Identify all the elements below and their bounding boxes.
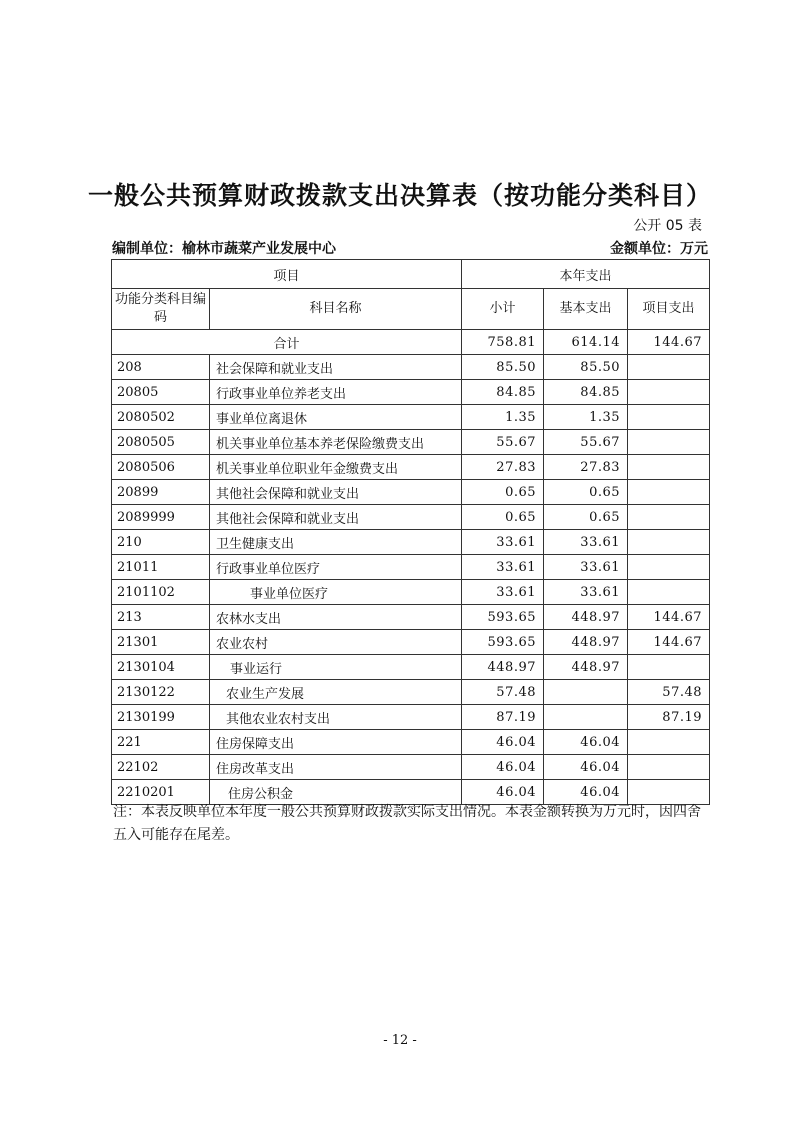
row-subtotal: 46.04 <box>462 780 544 805</box>
row-name: 机关事业单位基本养老保险缴费支出 <box>210 430 462 455</box>
row-basic: 55.67 <box>544 430 628 455</box>
row-name: 社会保障和就业支出 <box>210 355 462 380</box>
row-code: 2130104 <box>112 655 210 680</box>
row-code: 2080505 <box>112 430 210 455</box>
row-code: 2101102 <box>112 580 210 605</box>
row-code: 213 <box>112 605 210 630</box>
row-subtotal: 1.35 <box>462 405 544 430</box>
total-project: 144.67 <box>628 330 710 355</box>
row-name: 其他社会保障和就业支出 <box>210 480 462 505</box>
row-project <box>628 380 710 405</box>
expenditure-table <box>111 259 710 805</box>
page-number: - 12 - <box>383 1033 417 1048</box>
row-project <box>628 530 710 555</box>
table-row <box>112 405 710 430</box>
header-row-1 <box>112 260 710 289</box>
col-name-header: 科目名称 <box>210 289 462 330</box>
row-code: 2130122 <box>112 680 210 705</box>
col-project-header: 项目支出 <box>628 289 710 330</box>
row-name: 农业生产发展 <box>210 680 462 705</box>
row-project: 144.67 <box>628 630 710 655</box>
row-name: 事业运行 <box>210 655 462 680</box>
row-name: 事业单位离退休 <box>210 405 462 430</box>
row-basic: 33.61 <box>544 580 628 605</box>
row-basic: 85.50 <box>544 355 628 380</box>
row-basic: 1.35 <box>544 405 628 430</box>
row-subtotal: 33.61 <box>462 580 544 605</box>
row-project <box>628 430 710 455</box>
row-code: 2080502 <box>112 405 210 430</box>
row-project <box>628 505 710 530</box>
row-code: 22102 <box>112 755 210 780</box>
row-project <box>628 405 710 430</box>
table-row <box>112 430 710 455</box>
row-basic: 448.97 <box>544 605 628 630</box>
table-row <box>112 680 710 705</box>
row-basic: 33.61 <box>544 530 628 555</box>
amount-unit: 金额单位：万元 <box>610 241 708 257</box>
row-name: 其他社会保障和就业支出 <box>210 505 462 530</box>
header-item: 项目 <box>112 260 462 289</box>
row-basic: 448.97 <box>544 630 628 655</box>
table-row <box>112 705 710 730</box>
row-basic <box>544 680 628 705</box>
row-basic: 0.65 <box>544 505 628 530</box>
form-number: 公开 05 表 <box>633 218 702 234</box>
row-code: 208 <box>112 355 210 380</box>
total-subtotal: 758.81 <box>462 330 544 355</box>
row-subtotal: 85.50 <box>462 355 544 380</box>
row-basic: 46.04 <box>544 730 628 755</box>
row-code: 2089999 <box>112 505 210 530</box>
row-subtotal: 46.04 <box>462 755 544 780</box>
row-name: 住房公积金 <box>210 780 462 805</box>
row-name: 住房改革支出 <box>210 755 462 780</box>
row-name: 卫生健康支出 <box>210 530 462 555</box>
row-basic: 0.65 <box>544 480 628 505</box>
header-year: 本年支出 <box>462 260 710 289</box>
row-name: 农业农村 <box>210 630 462 655</box>
total-label: 合计 <box>112 330 462 355</box>
row-project: 57.48 <box>628 680 710 705</box>
row-basic: 27.83 <box>544 455 628 480</box>
row-project <box>628 480 710 505</box>
col-code-header: 功能分类科目编码 <box>112 289 210 330</box>
row-subtotal: 46.04 <box>462 730 544 755</box>
table-row <box>112 580 710 605</box>
row-subtotal: 33.61 <box>462 555 544 580</box>
row-name: 机关事业单位职业年金缴费支出 <box>210 455 462 480</box>
total-basic: 614.14 <box>544 330 628 355</box>
row-code: 2210201 <box>112 780 210 805</box>
meta-line <box>112 238 708 258</box>
row-subtotal: 593.65 <box>462 630 544 655</box>
table-row <box>112 755 710 780</box>
row-project: 87.19 <box>628 705 710 730</box>
table-row <box>112 505 710 530</box>
row-basic: 46.04 <box>544 780 628 805</box>
row-project <box>628 355 710 380</box>
row-name: 住房保障支出 <box>210 730 462 755</box>
col-basic-header: 基本支出 <box>544 289 628 330</box>
table-row <box>112 480 710 505</box>
row-name: 行政事业单位医疗 <box>210 555 462 580</box>
page-title: 一般公共预算财政拨款支出决算表（按功能分类科目） <box>87 181 712 210</box>
table-row <box>112 730 710 755</box>
table-row <box>112 355 710 380</box>
row-code: 210 <box>112 530 210 555</box>
row-basic: 46.04 <box>544 755 628 780</box>
row-project: 144.67 <box>628 605 710 630</box>
row-subtotal: 87.19 <box>462 705 544 730</box>
col-subtotal-header: 小计 <box>462 289 544 330</box>
row-name: 事业单位医疗 <box>210 580 462 605</box>
row-subtotal: 55.67 <box>462 430 544 455</box>
row-subtotal: 27.83 <box>462 455 544 480</box>
row-project <box>628 580 710 605</box>
row-subtotal: 57.48 <box>462 680 544 705</box>
row-subtotal: 0.65 <box>462 480 544 505</box>
row-subtotal: 448.97 <box>462 655 544 680</box>
compiling-unit: 编制单位：榆林市蔬菜产业发展中心 <box>112 241 336 257</box>
row-code: 20899 <box>112 480 210 505</box>
table-row <box>112 455 710 480</box>
row-project <box>628 755 710 780</box>
row-project <box>628 455 710 480</box>
row-name: 行政事业单位养老支出 <box>210 380 462 405</box>
table-row <box>112 655 710 680</box>
row-code: 21011 <box>112 555 210 580</box>
table-row <box>112 605 710 630</box>
row-subtotal: 84.85 <box>462 380 544 405</box>
total-row <box>112 330 710 355</box>
row-basic <box>544 705 628 730</box>
row-name: 农林水支出 <box>210 605 462 630</box>
row-subtotal: 0.65 <box>462 505 544 530</box>
table-row <box>112 630 710 655</box>
row-code: 2130199 <box>112 705 210 730</box>
row-basic: 448.97 <box>544 655 628 680</box>
row-code: 2080506 <box>112 455 210 480</box>
table-row <box>112 530 710 555</box>
row-project <box>628 655 710 680</box>
row-code: 20805 <box>112 380 210 405</box>
row-subtotal: 593.65 <box>462 605 544 630</box>
row-project <box>628 555 710 580</box>
row-basic: 84.85 <box>544 380 628 405</box>
table-row <box>112 555 710 580</box>
footnote: 注：本表反映单位本年度一般公共预算财政拨款实际支出情况。本表金额转换为万元时，因四舍五入可能存在尾差。 <box>113 804 701 843</box>
row-code: 221 <box>112 730 210 755</box>
row-code: 21301 <box>112 630 210 655</box>
row-name: 其他农业农村支出 <box>210 705 462 730</box>
row-subtotal: 33.61 <box>462 530 544 555</box>
header-row-2 <box>112 289 710 330</box>
row-basic: 33.61 <box>544 555 628 580</box>
row-project <box>628 730 710 755</box>
table-row <box>112 380 710 405</box>
